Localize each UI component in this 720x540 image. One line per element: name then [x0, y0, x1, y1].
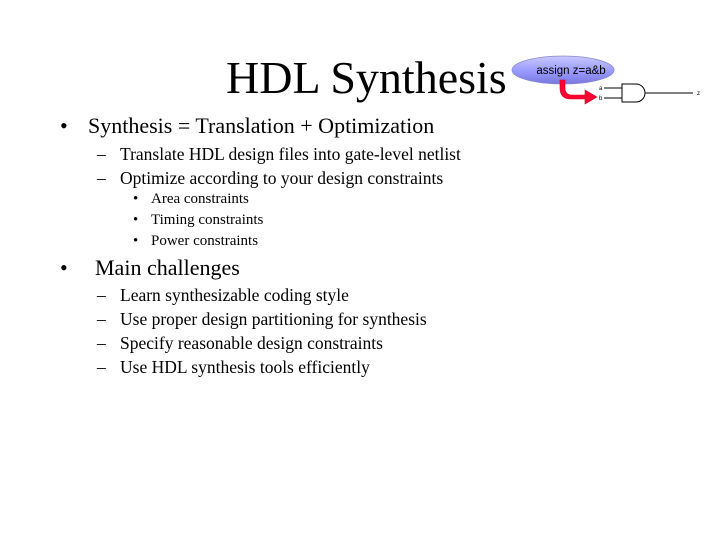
- bullet-main-challenges: Main challenges: [95, 255, 240, 280]
- bullet-marker: •: [133, 212, 139, 228]
- constraint-area: Area constraints: [151, 191, 249, 207]
- challenge-partitioning: Use proper design partitioning for synthesis: [120, 309, 427, 329]
- input-a-label: a: [599, 86, 603, 92]
- assign-bubble-text: assign z=a&b: [536, 65, 606, 77]
- sub-bullet-translate: Translate HDL design files into gate-level netlist: [120, 144, 461, 164]
- input-b-label: b: [599, 96, 603, 102]
- slide-title: HDL Synthesis: [226, 52, 507, 103]
- and-gate-icon: [622, 84, 645, 102]
- constraint-power: Power constraints: [151, 233, 259, 249]
- dash-marker: –: [97, 168, 106, 188]
- bullet-marker: •: [60, 113, 68, 138]
- constraint-timing: Timing constraints: [151, 212, 264, 228]
- bullet-marker: •: [133, 191, 139, 207]
- bullet-marker: •: [60, 255, 68, 280]
- challenge-coding-style: Learn synthesizable coding style: [120, 285, 349, 305]
- dash-marker: –: [97, 285, 106, 305]
- dash-marker: –: [97, 309, 106, 329]
- challenge-tools: Use HDL synthesis tools efficiently: [120, 357, 370, 377]
- bullet-marker: •: [133, 233, 139, 249]
- challenge-constraints: Specify reasonable design constraints: [120, 333, 383, 353]
- output-z-label: z: [697, 91, 700, 97]
- sub-bullet-optimize: Optimize according to your design constraints: [120, 168, 444, 188]
- bullet-synthesis-definition: Synthesis = Translation + Optimization: [88, 113, 435, 138]
- dash-marker: –: [97, 357, 106, 377]
- dash-marker: –: [97, 333, 106, 353]
- dash-marker: –: [97, 144, 106, 164]
